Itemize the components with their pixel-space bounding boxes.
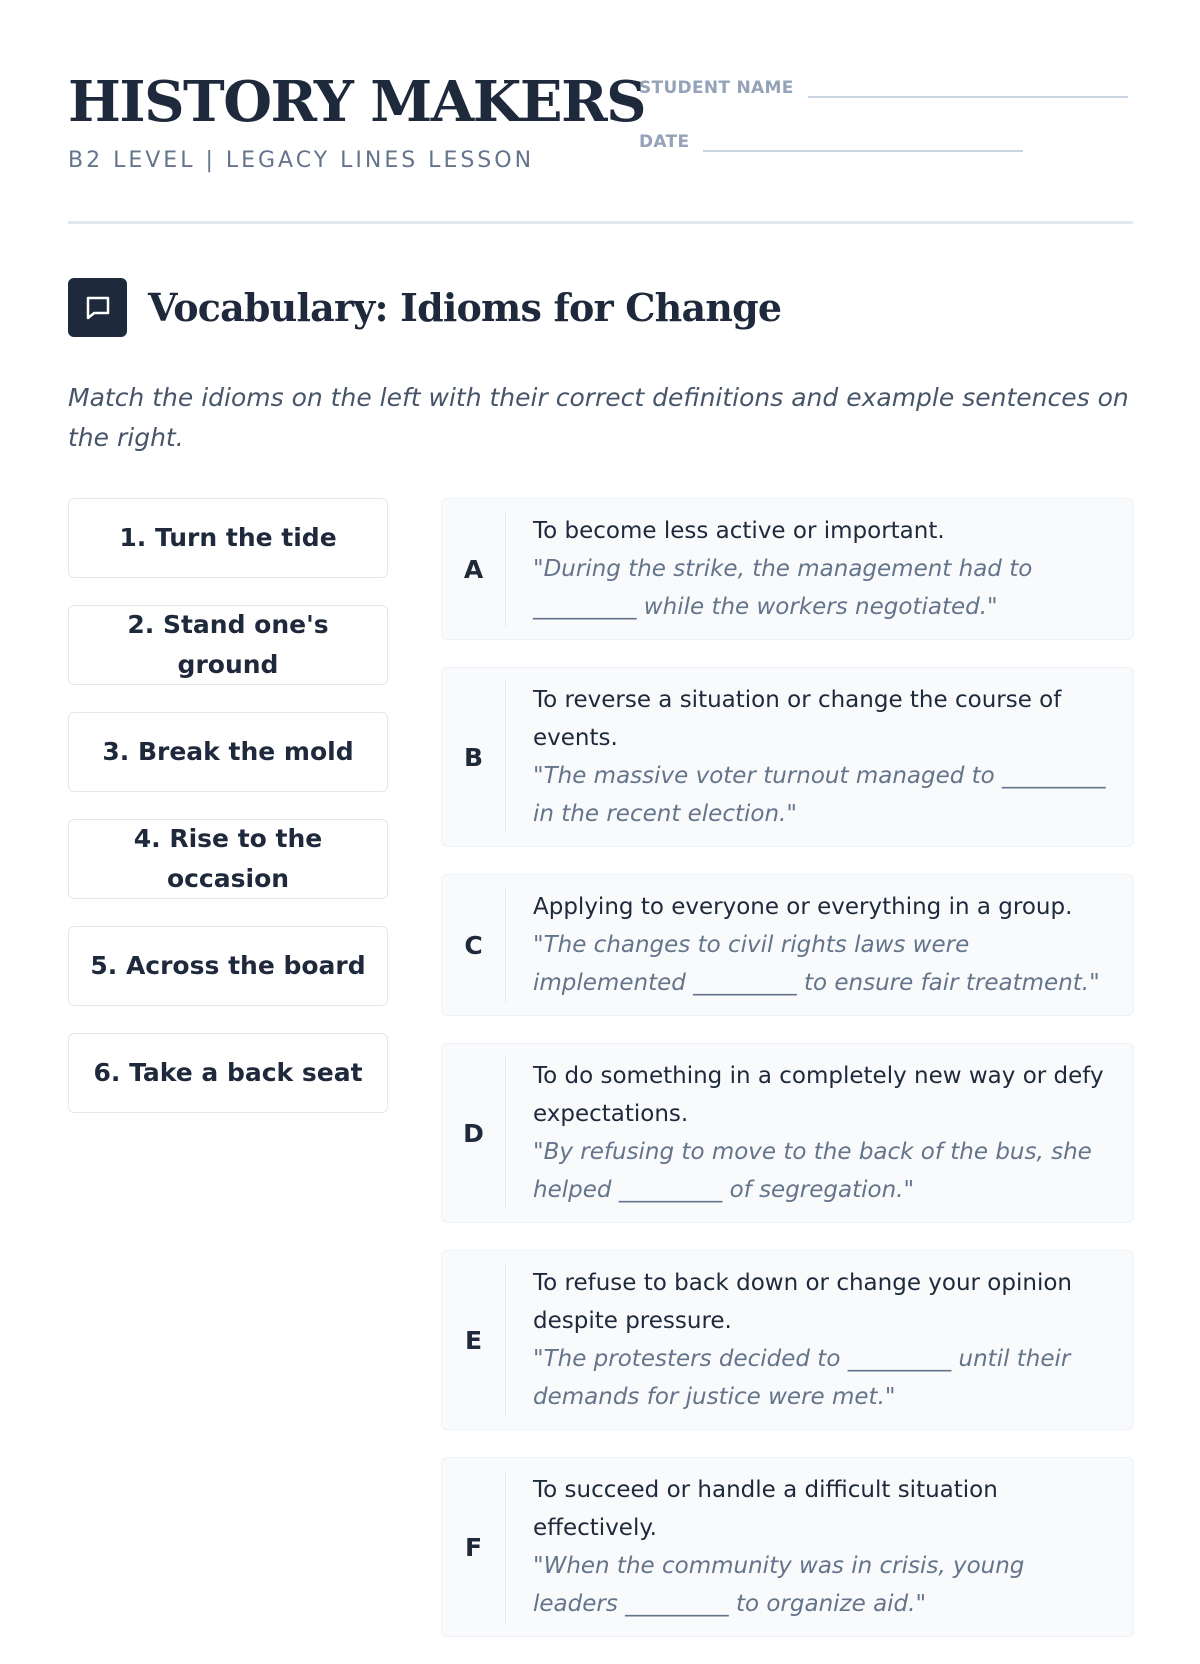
definition-example: "The changes to civil rights laws were implemented _________ to ensure fair treatment." xyxy=(533,932,1100,996)
definition-letter: A xyxy=(442,512,506,626)
instructions: Match the idioms on the left with their correct definitions and example sentences on the right. xyxy=(68,383,1129,452)
date-label: DATE xyxy=(639,132,690,152)
definition-card[interactable] xyxy=(441,1457,1134,1637)
definition-body xyxy=(506,512,1133,626)
definition-body xyxy=(506,1264,1133,1416)
definition-text: Applying to everyone or everything in a group. xyxy=(533,894,1073,920)
definition-text: To refuse to back down or change your opinion despite pressure. xyxy=(533,1270,1072,1334)
student-name-field xyxy=(639,76,1128,98)
idiom-card[interactable]: 4. Rise to the occasion xyxy=(68,819,388,899)
idiom-list xyxy=(68,498,388,1140)
definition-letter: E xyxy=(442,1264,506,1416)
definition-body xyxy=(506,1471,1133,1623)
definition-letter: D xyxy=(442,1057,506,1209)
idiom-card[interactable]: 6. Take a back seat xyxy=(68,1033,388,1113)
definition-card[interactable] xyxy=(441,498,1134,640)
date-field xyxy=(639,130,1023,152)
date-line[interactable] xyxy=(703,130,1023,152)
definition-card[interactable] xyxy=(441,667,1134,847)
section-title: Vocabulary: Idioms for Change xyxy=(148,285,782,330)
definition-card[interactable] xyxy=(441,874,1134,1016)
worksheet-subtitle: B2 LEVEL | LEGACY LINES LESSON xyxy=(68,148,535,173)
definition-text: To do something in a completely new way or defy expectations. xyxy=(533,1063,1104,1127)
definition-body xyxy=(506,1057,1133,1209)
definition-letter: F xyxy=(442,1471,506,1623)
idiom-card[interactable]: 5. Across the board xyxy=(68,926,388,1006)
definition-example: "When the community was in crisis, young leaders _________ to organize aid." xyxy=(533,1553,1025,1617)
definition-example: "During the strike, the management had to _________ while the workers negotiated." xyxy=(533,556,1033,620)
definition-text: To succeed or handle a difficult situation effectively. xyxy=(533,1477,998,1541)
worksheet-title: HISTORY MAKERS xyxy=(68,69,646,135)
student-name-line[interactable] xyxy=(808,76,1128,98)
definition-text: To become less active or important. xyxy=(533,518,945,544)
idiom-card[interactable]: 1. Turn the tide xyxy=(68,498,388,578)
definition-example: "The protesters decided to _________ until their demands for justice were met." xyxy=(533,1346,1071,1410)
definition-card[interactable] xyxy=(441,1043,1134,1223)
definition-example: "By refusing to move to the back of the bus, she helped _________ of segregation." xyxy=(533,1139,1092,1203)
definition-body xyxy=(506,681,1133,833)
definition-card[interactable] xyxy=(441,1250,1134,1430)
worksheet-header xyxy=(68,70,1133,224)
definition-letter: C xyxy=(442,888,506,1002)
definition-body xyxy=(506,888,1133,1002)
idiom-card[interactable]: 2. Stand one's ground xyxy=(68,605,388,685)
definition-example: "The massive voter turnout managed to _________ in the recent election." xyxy=(533,763,1106,827)
definition-letter: B xyxy=(442,681,506,833)
student-name-label: STUDENT NAME xyxy=(639,78,794,98)
definition-list xyxy=(441,498,1134,1664)
definition-text: To reverse a situation or change the course of events. xyxy=(533,687,1062,751)
idiom-card[interactable]: 3. Break the mold xyxy=(68,712,388,792)
chat-bubble-icon xyxy=(68,278,127,337)
